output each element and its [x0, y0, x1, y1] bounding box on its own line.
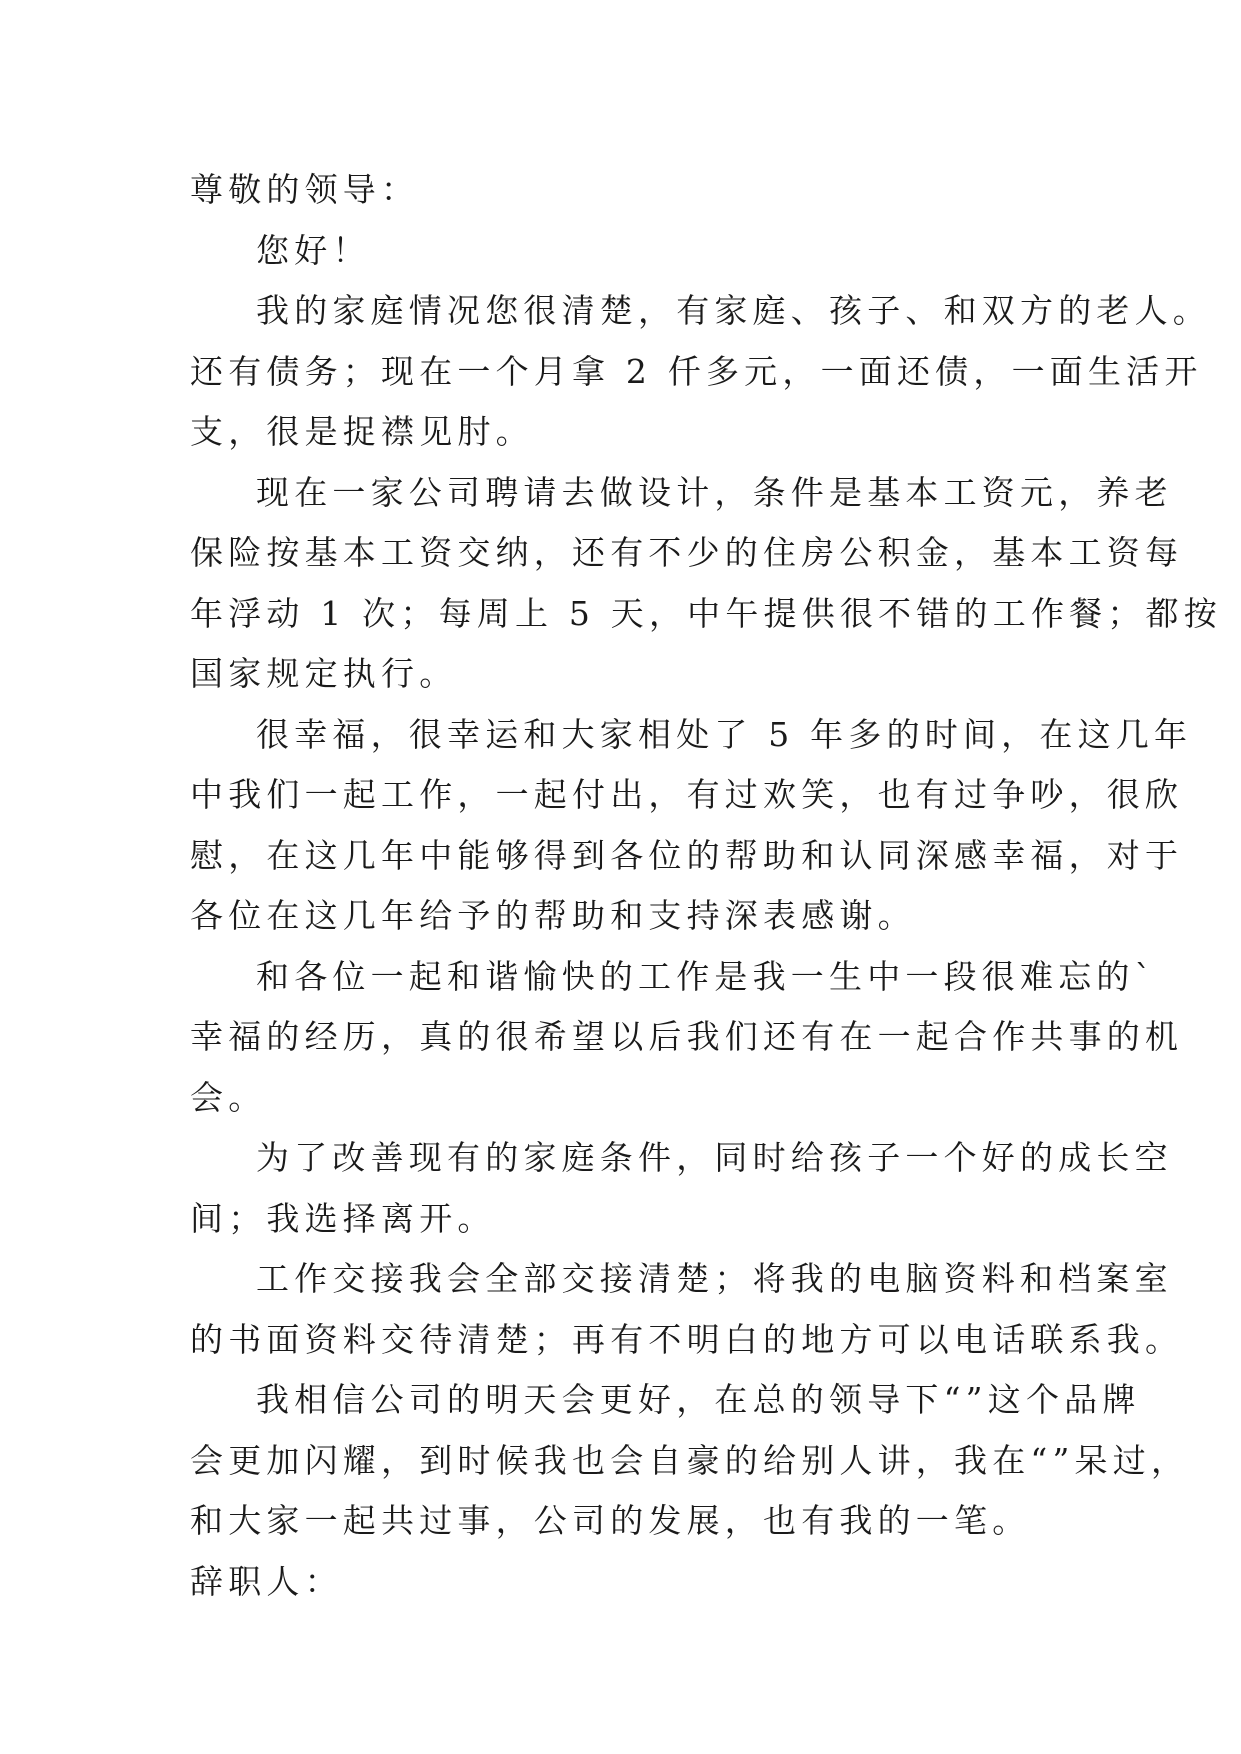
- letter-line: 的书面资料交待清楚；再有不明白的地方可以电话联系我。: [190, 1319, 1184, 1359]
- letter-line: 国家规定执行。: [190, 654, 458, 693]
- letter-line: 为了改善现有的家庭条件，同时给孩子一个好的成长空: [256, 1138, 1173, 1177]
- letter-line: 现在一家公司聘请去做设计，条件是基本工资元，养老: [256, 472, 1173, 512]
- letter-line: 慰，在这几年中能够得到各位的帮助和认同深感幸福，对于: [190, 835, 1184, 875]
- letter-line: 幸福的经历，真的很希望以后我们还有在一起合作共事的机: [190, 1017, 1184, 1056]
- letter-line: 年浮动 1 次；每周上 5 天，中午提供很不错的工作餐；都按: [190, 593, 1222, 633]
- letter-line: 各位在这几年给予的帮助和支持深表感谢。: [190, 896, 916, 935]
- letter-line: 我的家庭情况您很清楚，有家庭、孩子、和双方的老人。: [256, 291, 1211, 330]
- letter-line: 会更加闪耀，到时候我也会自豪的给别人讲，我在“”呆过，: [190, 1440, 1190, 1480]
- letter-body: [190, 281, 1222, 1552]
- letter-line: 我相信公司的明天会更好，在总的领导下“”这个品牌: [256, 1380, 1141, 1419]
- letter-line: 支，很是捉襟见肘。: [190, 412, 534, 451]
- letter-line: 和各位一起和谐愉快的工作是我一生中一段很难忘的`: [256, 956, 1157, 996]
- resignation-letter: [190, 160, 1222, 1612]
- letter-line: 会。: [190, 1077, 267, 1117]
- letter-line: 中我们一起工作，一起付出，有过欢笑，也有过争吵，很欣: [190, 775, 1184, 814]
- letter-line: 很幸福，很幸运和大家相处了 5 年多的时间，在这几年: [256, 714, 1193, 754]
- salutation: 尊敬的领导：: [190, 170, 420, 209]
- letter-line: 工作交接我会全部交接清楚；将我的电脑资料和档案室: [256, 1259, 1173, 1298]
- letter-line: 还有债务；现在一个月拿 2 仟多元，一面还债，一面生活开: [190, 351, 1203, 391]
- letter-line: 间；我选择离开。: [190, 1198, 496, 1238]
- signature-label: 辞职人：: [190, 1561, 343, 1601]
- greeting: 您好！: [256, 230, 371, 270]
- letter-line: 和大家一起共过事，公司的发展，也有我的一笔。: [190, 1501, 1031, 1540]
- letter-line: 保险按基本工资交纳，还有不少的住房公积金，基本工资每: [190, 533, 1184, 572]
